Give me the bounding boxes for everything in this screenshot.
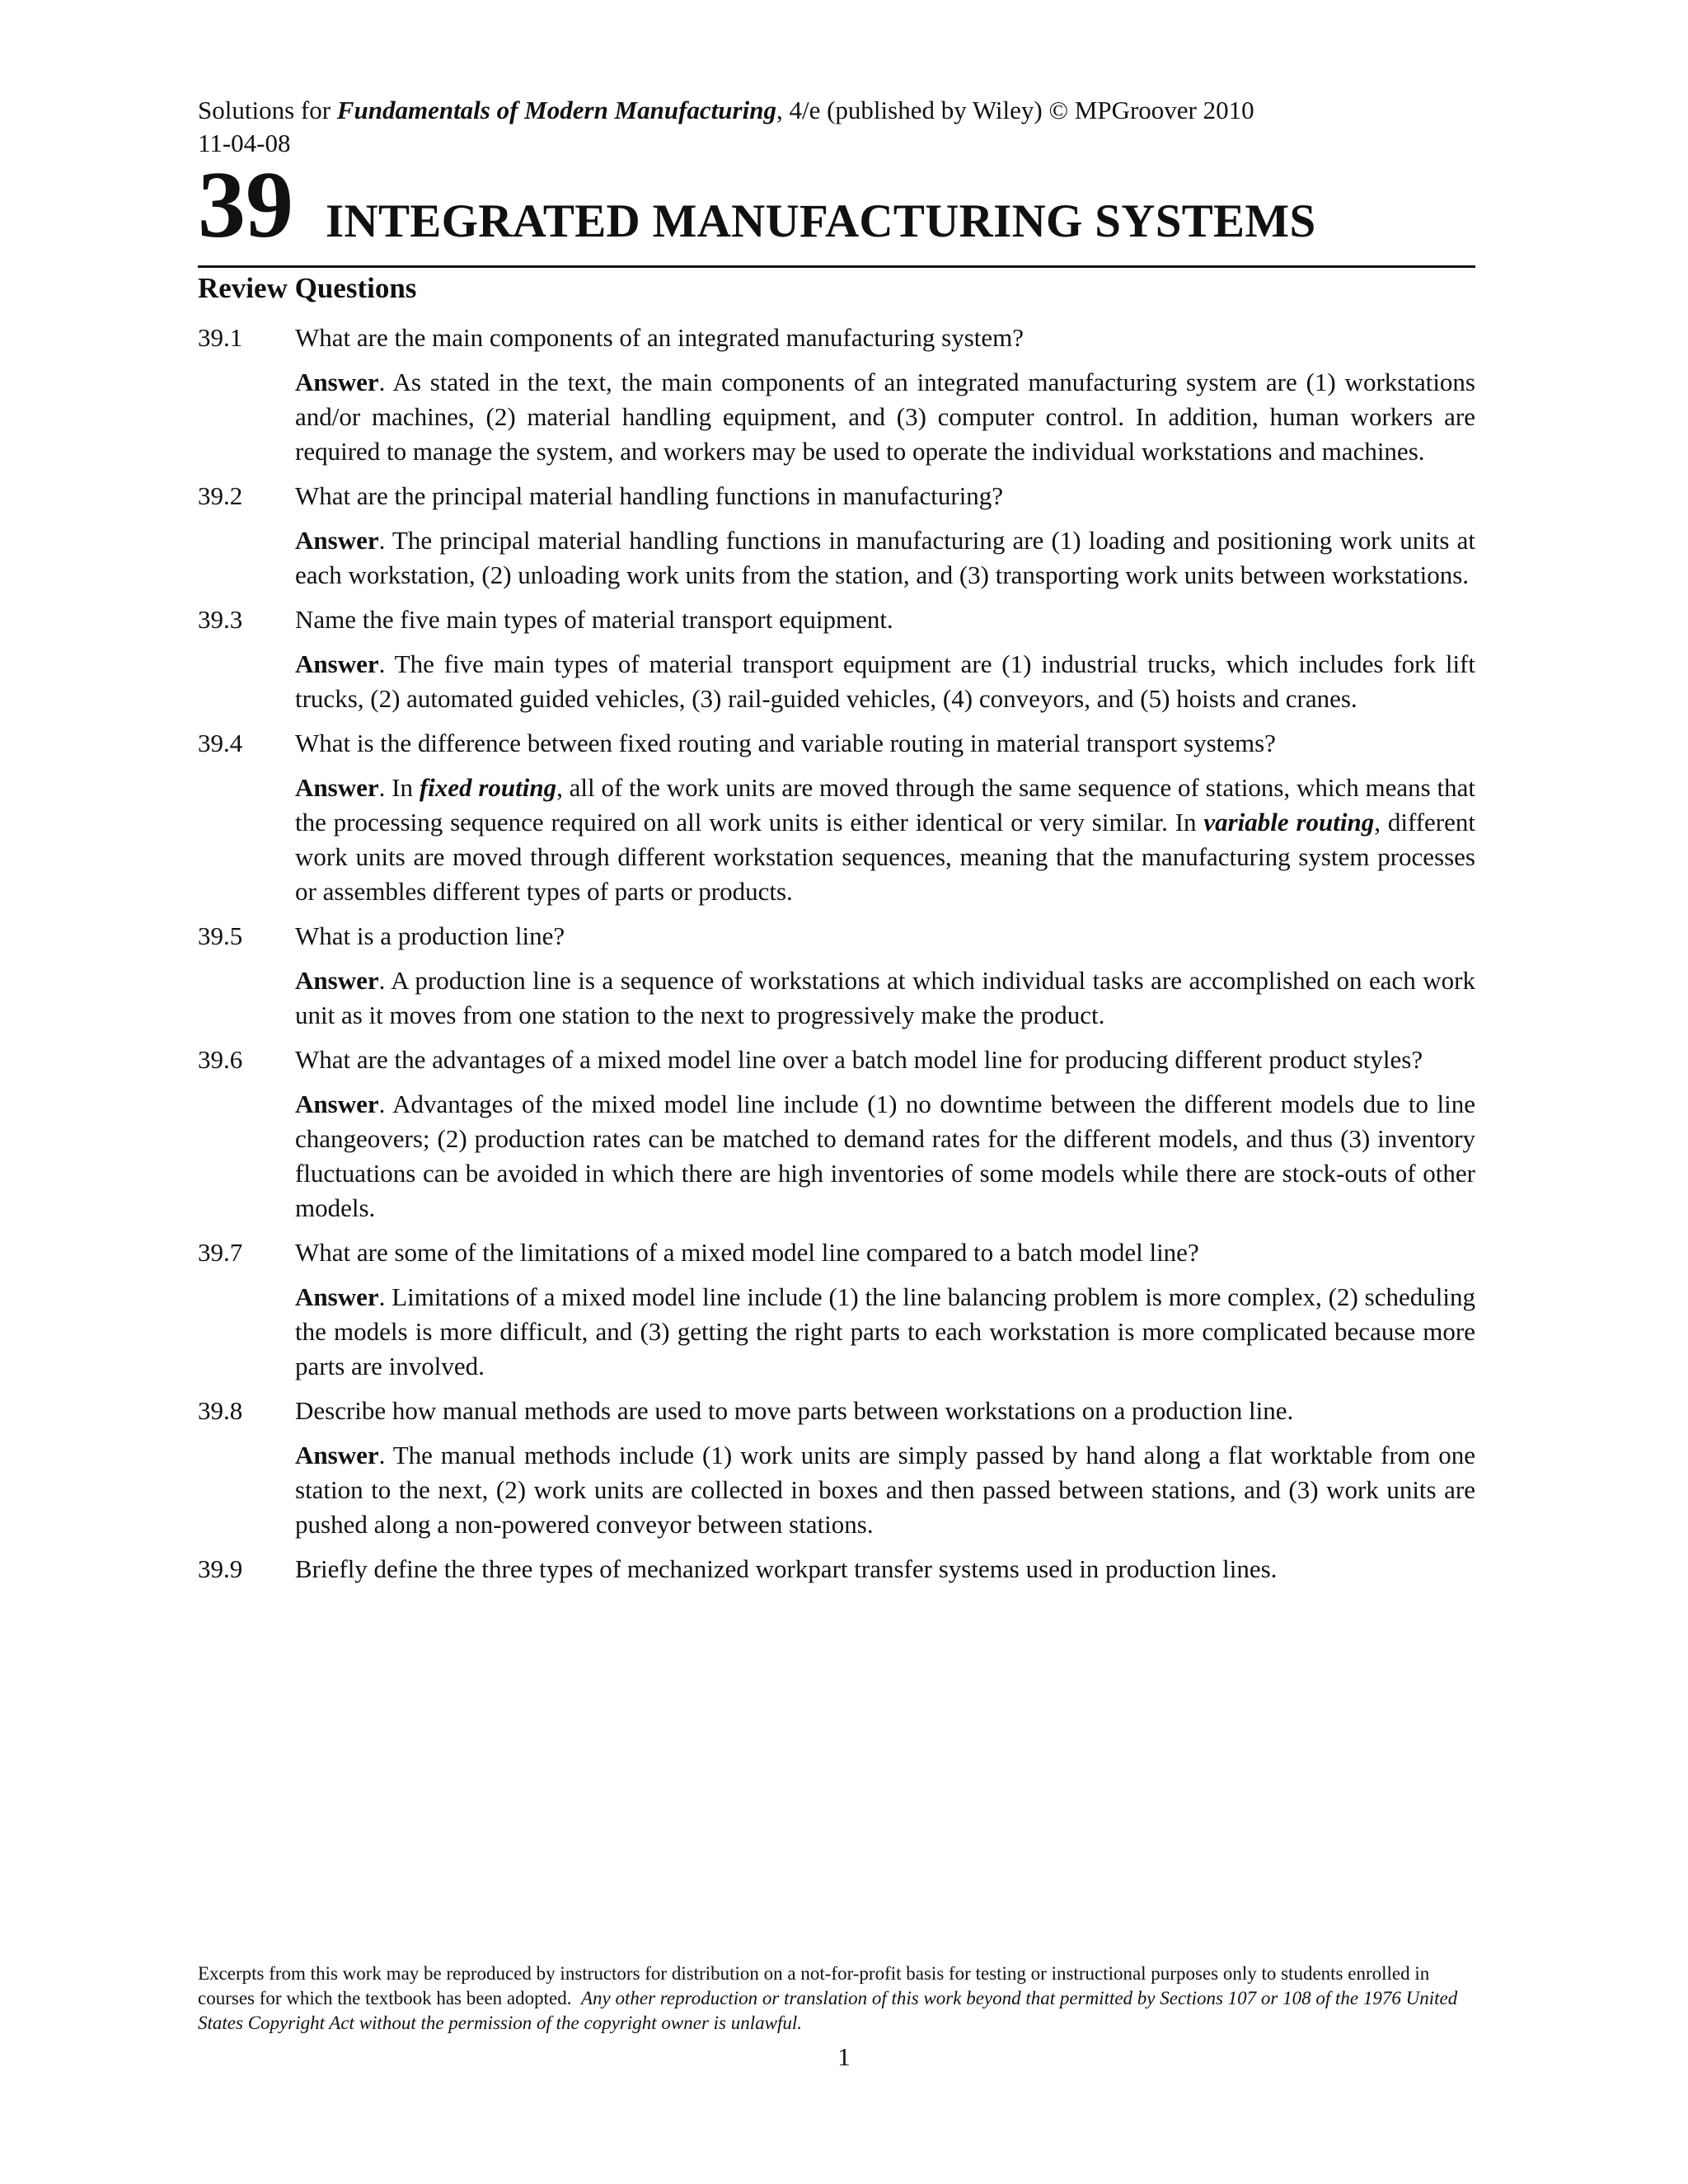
question-item [198, 1043, 1475, 1226]
answer-text [295, 1280, 1475, 1384]
footer-notice: Excerpts from this work may be reproduced by instructors for distribution on a not-for-profit basis for testing or instructional purposes only to students enrolled in courses for which the textbook has been adopted. [198, 1963, 1430, 2008]
answer-text [295, 963, 1475, 1033]
question-number: 39.4 [198, 729, 243, 757]
question-item [198, 1394, 1475, 1542]
chapter-title: INTEGRATED MANUFACTURING SYSTEMS [326, 195, 1316, 247]
document-page [198, 94, 1475, 1596]
question-item [198, 479, 1475, 593]
answer-body-part: , different work units are moved through different workstation sequences, meaning that the manufacturing system processes or assembles different types of parts or products. [295, 808, 1475, 906]
question-item [198, 919, 1475, 1033]
chapter-heading [198, 152, 1475, 258]
answer-body-part: . In [378, 773, 420, 802]
header-date: 11-04-08 [198, 129, 291, 157]
question-number: 39.8 [198, 1396, 243, 1425]
term-fixed-routing: fixed routing [419, 773, 557, 802]
question-item [198, 1235, 1475, 1384]
header-suffix: , 4/e (published by Wiley) © MPGroover 2010 [776, 96, 1254, 124]
answer-body-part: , all of the work units are moved through the same sequence of stations, which means that the processing sequence required on all work units is either identical or very similar. In [295, 773, 1476, 837]
question-item [198, 321, 1475, 469]
running-header [198, 94, 1475, 127]
page-number: 1 [837, 2042, 851, 2071]
answer-body: . The principal material handling functions in manufacturing are (1) loading and positioning work units at each workstation, (2) unloading work units from the station, and (3) transporting work units between workstations. [295, 526, 1475, 589]
answer-body: . As stated in the text, the main components of an integrated manufacturing system are (1) workstations and/or machines, (2) material handling equipment, and (3) computer control. In addition, human workers are required to manage the system, and workers may be used to operate the individual workstations and machines. [295, 368, 1475, 466]
question-number: 39.1 [198, 323, 243, 352]
question-item [198, 602, 1475, 716]
question-item [198, 726, 1475, 909]
answer-text [295, 647, 1475, 716]
question-item [198, 1552, 1475, 1586]
question-text: Describe how manual methods are used to move parts between workstations on a production line. [295, 1396, 1294, 1425]
answer-text [295, 523, 1475, 593]
answer-body: . The manual methods include (1) work units are simply passed by hand along a flat worktable from one station to the next, (2) work units are collected in boxes and then passed between stations, and (3) work units are pushed along a non-powered conveyor between stations. [295, 1441, 1475, 1539]
copyright-footer [198, 1961, 1475, 2036]
answer-label: Answer [295, 773, 379, 802]
question-text: What are the principal material handling functions in manufacturing? [295, 481, 1004, 510]
question-list [198, 321, 1475, 1586]
answer-label: Answer [295, 649, 379, 678]
answer-body: . A production line is a sequence of workstations at which individual tasks are accomplished on each work unit as it moves from one station to the next to progressively make the product. [295, 966, 1475, 1029]
answer-text [295, 1438, 1475, 1542]
question-number: 39.6 [198, 1045, 243, 1074]
chapter-number: 39 [198, 152, 293, 258]
answer-label: Answer [295, 1090, 379, 1118]
question-text: What are some of the limitations of a mixed model line compared to a batch model line? [295, 1238, 1199, 1267]
question-number: 39.9 [198, 1554, 243, 1583]
term-variable-routing: variable routing [1203, 808, 1375, 837]
answer-label: Answer [295, 966, 379, 995]
answer-body: . Advantages of the mixed model line include (1) no downtime between the different models due to line changeovers; (2) production rates can be matched to demand rates for the different models, and thus (3) inventory fluctuations can be avoided in which there are high inventories of some models while there are stock-outs of other models. [295, 1090, 1475, 1222]
answer-text [295, 1087, 1475, 1226]
book-title: Fundamentals of Modern Manufacturing [336, 96, 776, 124]
answer-label: Answer [295, 1441, 379, 1469]
answer-label: Answer [295, 1282, 379, 1311]
question-text: Briefly define the three types of mechanized workpart transfer systems used in production lines. [295, 1554, 1278, 1583]
answer-label: Answer [295, 526, 379, 555]
question-text: What is the difference between fixed routing and variable routing in material transport systems? [295, 729, 1276, 757]
section-heading: Review Questions [198, 272, 417, 304]
question-text: Name the five main types of material transport equipment. [295, 605, 893, 634]
question-number: 39.7 [198, 1238, 243, 1267]
question-text: What is a production line? [295, 921, 565, 950]
answer-body: . Limitations of a mixed model line include (1) the line balancing problem is more complex, (2) scheduling the models is more difficult, and (3) getting the right parts to each workstation is more complicated because more parts are involved. [295, 1282, 1475, 1380]
question-text: What are the advantages of a mixed model line over a batch model line for producing different product styles? [295, 1045, 1423, 1074]
header-prefix: Solutions for [198, 96, 337, 124]
footer-legal-notice: Any other reproduction or translation of this work beyond that permitted by Sections 107 or 108 of the 1976 United States Copyright Act without the permission of the copyright owner is unlawful. [198, 1988, 1458, 2033]
answer-label: Answer [295, 368, 379, 396]
answer-text [295, 771, 1475, 909]
question-text: What are the main components of an integrated manufacturing system? [295, 323, 1025, 352]
answer-body: . The five main types of material transport equipment are (1) industrial trucks, which includes fork lift trucks, (2) automated guided vehicles, (3) rail-guided vehicles, (4) conveyors, and (5) hoists and cranes. [295, 649, 1475, 713]
question-number: 39.5 [198, 921, 243, 950]
answer-text [295, 365, 1475, 469]
question-number: 39.2 [198, 481, 243, 510]
question-number: 39.3 [198, 605, 243, 634]
